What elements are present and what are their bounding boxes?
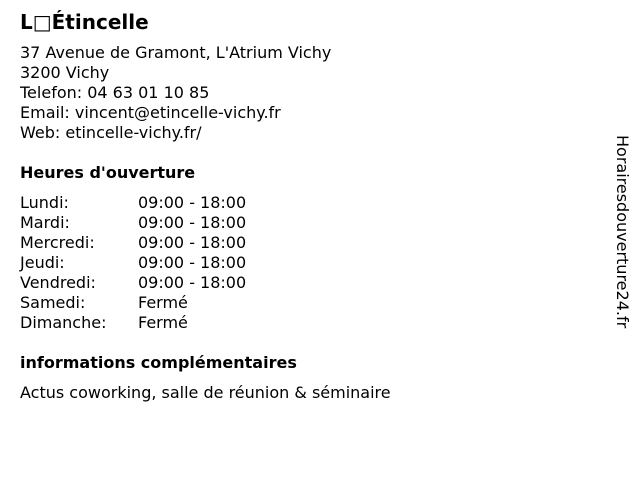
- hours-day: Jeudi:: [20, 253, 65, 272]
- hours-day: Samedi:: [20, 293, 86, 312]
- hours-day: Mardi:: [20, 213, 70, 232]
- watermark-text: Horairesdouverture24.fr: [613, 135, 632, 329]
- hours-day: Vendredi:: [20, 273, 96, 292]
- hours-row-sunday: [20, 313, 590, 333]
- hours-time: Fermé: [138, 293, 188, 312]
- email-line: Email: vincent@etincelle-vichy.fr: [20, 103, 281, 122]
- business-card: [20, 10, 590, 403]
- hours-day: Lundi:: [20, 193, 69, 212]
- hours-day: Dimanche:: [20, 313, 107, 332]
- hours-time: 09:00 - 18:00: [138, 193, 247, 212]
- hours-time: 09:00 - 18:00: [138, 273, 247, 292]
- address-line-2: 3200 Vichy: [20, 63, 110, 82]
- hours-day: Mercredi:: [20, 233, 95, 252]
- hours-row-friday: [20, 273, 590, 293]
- hours-time: 09:00 - 18:00: [138, 253, 247, 272]
- opening-hours-table: [20, 193, 590, 333]
- hours-row-wednesday: [20, 233, 590, 253]
- hours-time: Fermé: [138, 313, 188, 332]
- business-name: L□Étincelle: [20, 10, 149, 34]
- additional-info-text: Actus coworking, salle de réunion & séminaire: [20, 383, 391, 402]
- hours-row-monday: [20, 193, 590, 213]
- web-line: Web: etincelle-vichy.fr/: [20, 123, 202, 142]
- hours-row-saturday: [20, 293, 590, 313]
- additional-info-heading: informations complémentaires: [20, 353, 297, 372]
- hours-row-tuesday: [20, 213, 590, 233]
- phone-line: Telefon: 04 63 01 10 85: [20, 83, 210, 102]
- hours-time: 09:00 - 18:00: [138, 213, 247, 232]
- opening-hours-heading: Heures d'ouverture: [20, 163, 196, 182]
- address-line-1: 37 Avenue de Gramont, L'Atrium Vichy: [20, 43, 332, 62]
- hours-time: 09:00 - 18:00: [138, 233, 247, 252]
- hours-row-thursday: [20, 253, 590, 273]
